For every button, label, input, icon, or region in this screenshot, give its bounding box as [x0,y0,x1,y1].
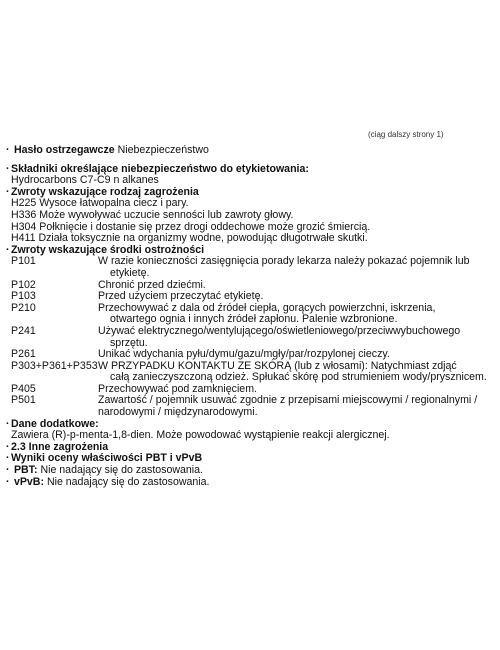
precautionary-text-line: W PRZYPADKU KONTAKTU ZE SKÓRĄ (lub z włosami): Natychmiast zdjąć [98,359,457,372]
precautionary-text [98,395,496,418]
precautionary-row [6,349,496,361]
precautionary-text-line: Unikać wdychania pyłu/dymu/gazu/mgły/par/rozpylonej cieczy. [98,348,390,361]
label-components-value: Hydrocarbons C7-C9 n alkanes [11,174,159,187]
precautionary-text-line: etykietę. [110,266,150,279]
precautionary-code: P501 [11,394,36,407]
pbt-label: PBT: [13,464,38,477]
signal-word-line [6,145,496,157]
precautionary-code: P241 [11,324,36,337]
precautionary-text-line: otwartego ognia i innych źródeł zapłonu. Palenie wzbronione. [110,313,398,326]
precautionary-text [98,291,496,303]
additional-info-value: Zawiera (R)-p-menta-1,8-dien. Może powodować wystąpienie reakcji alergicznej. [11,429,390,442]
precautionary-code: P261 [11,348,36,361]
label-components-heading: · Składniki określające niebezpieczeństwo do etykietowania: [6,164,496,176]
precautionary-row [6,326,496,349]
precautionary-text [98,303,496,326]
precautionary-row [6,256,496,279]
precautionary-text [98,256,496,279]
sds-section-content [6,145,496,488]
precautionary-text-line: narodowymi / międzynarodowymi. [98,406,258,419]
precautionary-row [6,303,496,326]
precautionary-list [6,256,496,418]
pbt-results-heading: · Wyniki oceny właściwości PBT i vPvB [6,453,496,465]
precautionary-text-line: Przechowywać z dala od źródeł ciepła, gorących powierzchni, iskrzenia, [98,301,436,314]
precautionary-code: P405 [11,382,36,395]
precautionary-code: P102 [11,278,36,291]
precautionary-text [98,326,496,349]
precautionary-text-line: W razie konieczności zasięgnięcia porady lekarza należy pokazać pojemnik lub [98,255,470,268]
precautionary-code: P303+P361+P353 [11,359,98,372]
precautionary-row [6,291,496,303]
hazard-statement: H411 Działa toksycznie na organizmy wodne, powodując długotrwałe skutki. [11,232,368,245]
precautionary-row [6,361,496,384]
vpvb-value: Nie nadający się do zastosowania. [46,475,210,488]
precautionary-text-line: całą zanieczyszczoną odzież. Spłukać skórę pod strumieniem wody/prysznicem. [110,371,487,384]
precautionary-text-line: sprzętu. [110,336,148,349]
other-hazards-heading: · 2.3 Inne zagrożenia [6,442,496,454]
precautionary-code: P101 [11,255,36,268]
precautionary-text-line: Przechowywać pod zamknięciem. [98,382,257,395]
precautionary-text-line: Chronić przed dziećmi. [98,278,206,291]
precautionary-text-line: Używać elektrycznego/wentylującego/oświetleniowego/przeciwwybuchowego [98,324,461,337]
hazard-statement: H225 Wysoce łatwopalna ciecz i pary. [11,197,189,210]
pbt-value: Nie nadający się do zastosowania. [40,464,203,477]
precautionary-text-line: Przed użyciem przeczytać etykietę. [98,290,264,303]
precautionary-code: P103 [11,290,36,303]
precautionary-text-line: Zawartość / pojemnik usuwać zgodnie z przepisami miejscowymi / regionalnymi / [98,394,478,407]
page-continuation-fragment: (ciąg dalszy strony 1) [368,130,444,139]
signal-word-label: Hasło ostrzegawcze [13,144,115,156]
vpvb-line [6,477,496,489]
hazard-statements-list [6,198,496,244]
precautionary-text [98,361,496,384]
precautionary-row [6,395,496,418]
vpvb-label: vPvB: [13,475,44,488]
precautionary-code: P210 [11,301,36,314]
precautionary-text [98,349,496,361]
hazard-statement: H336 Może wywoływać uczucie senności lub zawroty głowy. [11,208,294,221]
additional-info-heading: · Dane dodatkowe: [6,419,496,431]
hazard-statement: H304 Połknięcie i dostanie się przez drogi oddechowe może grozić śmiercią. [11,220,371,233]
precautionary-heading: · Zwroty wskazujące środki ostrożności [6,245,496,257]
signal-word-value: Niebezpieczeństwo [117,144,209,156]
hazard-statements-heading: · Zwroty wskazujące rodzaj zagrożenia [6,187,496,199]
